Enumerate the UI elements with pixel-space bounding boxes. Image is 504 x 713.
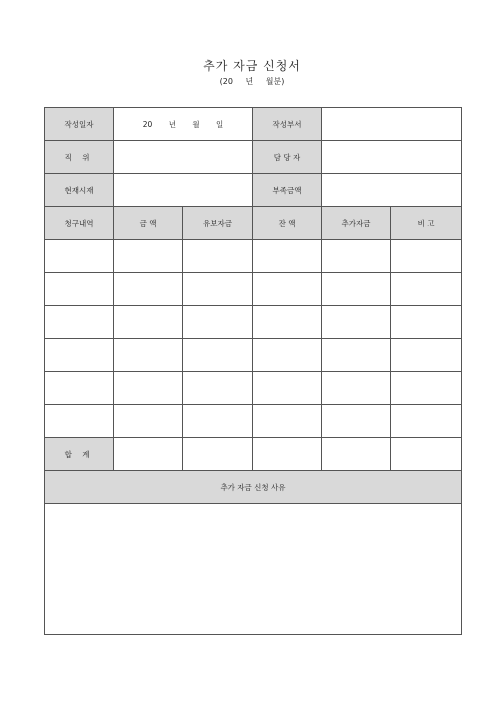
table-cell[interactable] bbox=[391, 273, 462, 306]
shortage-value[interactable] bbox=[322, 174, 462, 207]
table-cell[interactable] bbox=[391, 372, 462, 405]
table-cell[interactable] bbox=[183, 372, 253, 405]
table-cell[interactable] bbox=[322, 306, 391, 339]
table-cell[interactable] bbox=[114, 372, 183, 405]
form-title: 추가 자금 신청서 bbox=[203, 59, 301, 73]
table-cell[interactable] bbox=[45, 339, 114, 372]
total-row bbox=[45, 438, 462, 471]
table-cell[interactable] bbox=[391, 306, 462, 339]
table-cell[interactable] bbox=[391, 240, 462, 273]
table-cell[interactable] bbox=[45, 306, 114, 339]
table-row bbox=[45, 306, 462, 339]
table-cell[interactable] bbox=[114, 240, 183, 273]
table-cell[interactable] bbox=[183, 240, 253, 273]
column-header: 잔 액 bbox=[253, 207, 322, 240]
table-cell[interactable] bbox=[45, 372, 114, 405]
table-cell[interactable] bbox=[253, 438, 322, 471]
table-cell[interactable] bbox=[114, 306, 183, 339]
table-cell[interactable] bbox=[391, 339, 462, 372]
table-cell[interactable] bbox=[253, 306, 322, 339]
form-subtitle: (20 년 월분) bbox=[219, 77, 285, 86]
application-form-table bbox=[44, 107, 462, 635]
shortage-label: 부족금액 bbox=[253, 174, 322, 207]
column-header: 금 액 bbox=[114, 207, 183, 240]
table-cell[interactable] bbox=[253, 339, 322, 372]
table-cell[interactable] bbox=[322, 372, 391, 405]
table-cell[interactable] bbox=[391, 405, 462, 438]
table-row bbox=[45, 372, 462, 405]
manager-label: 담 당 자 bbox=[253, 141, 322, 174]
column-header-row bbox=[45, 207, 462, 240]
table-row bbox=[45, 273, 462, 306]
total-label: 합 계 bbox=[45, 438, 114, 471]
column-header: 청구내역 bbox=[45, 207, 114, 240]
reason-label: 추가 자금 신청 사유 bbox=[45, 471, 462, 504]
table-cell[interactable] bbox=[183, 306, 253, 339]
position-value[interactable] bbox=[114, 141, 253, 174]
table-cell[interactable] bbox=[114, 405, 183, 438]
table-cell[interactable] bbox=[322, 240, 391, 273]
table-cell[interactable] bbox=[183, 438, 253, 471]
table-cell[interactable] bbox=[45, 240, 114, 273]
current-balance-value[interactable] bbox=[114, 174, 253, 207]
table-row bbox=[45, 240, 462, 273]
table-cell[interactable] bbox=[114, 339, 183, 372]
dept-value[interactable] bbox=[322, 108, 462, 141]
created-date-label: 작성일자 bbox=[45, 108, 114, 141]
reason-field[interactable] bbox=[45, 504, 462, 635]
dept-label: 작성부서 bbox=[253, 108, 322, 141]
table-cell[interactable] bbox=[253, 240, 322, 273]
table-cell[interactable] bbox=[183, 405, 253, 438]
position-label: 직 위 bbox=[45, 141, 114, 174]
table-cell[interactable] bbox=[45, 405, 114, 438]
table-cell[interactable] bbox=[114, 438, 183, 471]
table-cell[interactable] bbox=[253, 405, 322, 438]
table-cell[interactable] bbox=[253, 273, 322, 306]
table-cell[interactable] bbox=[45, 273, 114, 306]
table-row bbox=[45, 339, 462, 372]
created-date-value: 20 년 월 일 bbox=[114, 108, 253, 141]
table-cell[interactable] bbox=[322, 438, 391, 471]
table-cell[interactable] bbox=[322, 273, 391, 306]
table-cell[interactable] bbox=[183, 339, 253, 372]
current-balance-label: 현재시재 bbox=[45, 174, 114, 207]
table-cell[interactable] bbox=[322, 405, 391, 438]
manager-value[interactable] bbox=[322, 141, 462, 174]
table-cell[interactable] bbox=[391, 438, 462, 471]
column-header: 추가자금 bbox=[322, 207, 391, 240]
column-header: 비 고 bbox=[391, 207, 462, 240]
table-cell[interactable] bbox=[114, 273, 183, 306]
table-cell[interactable] bbox=[183, 273, 253, 306]
table-row bbox=[45, 405, 462, 438]
table-cell[interactable] bbox=[322, 339, 391, 372]
table-cell[interactable] bbox=[253, 372, 322, 405]
column-header: 유보자금 bbox=[183, 207, 253, 240]
